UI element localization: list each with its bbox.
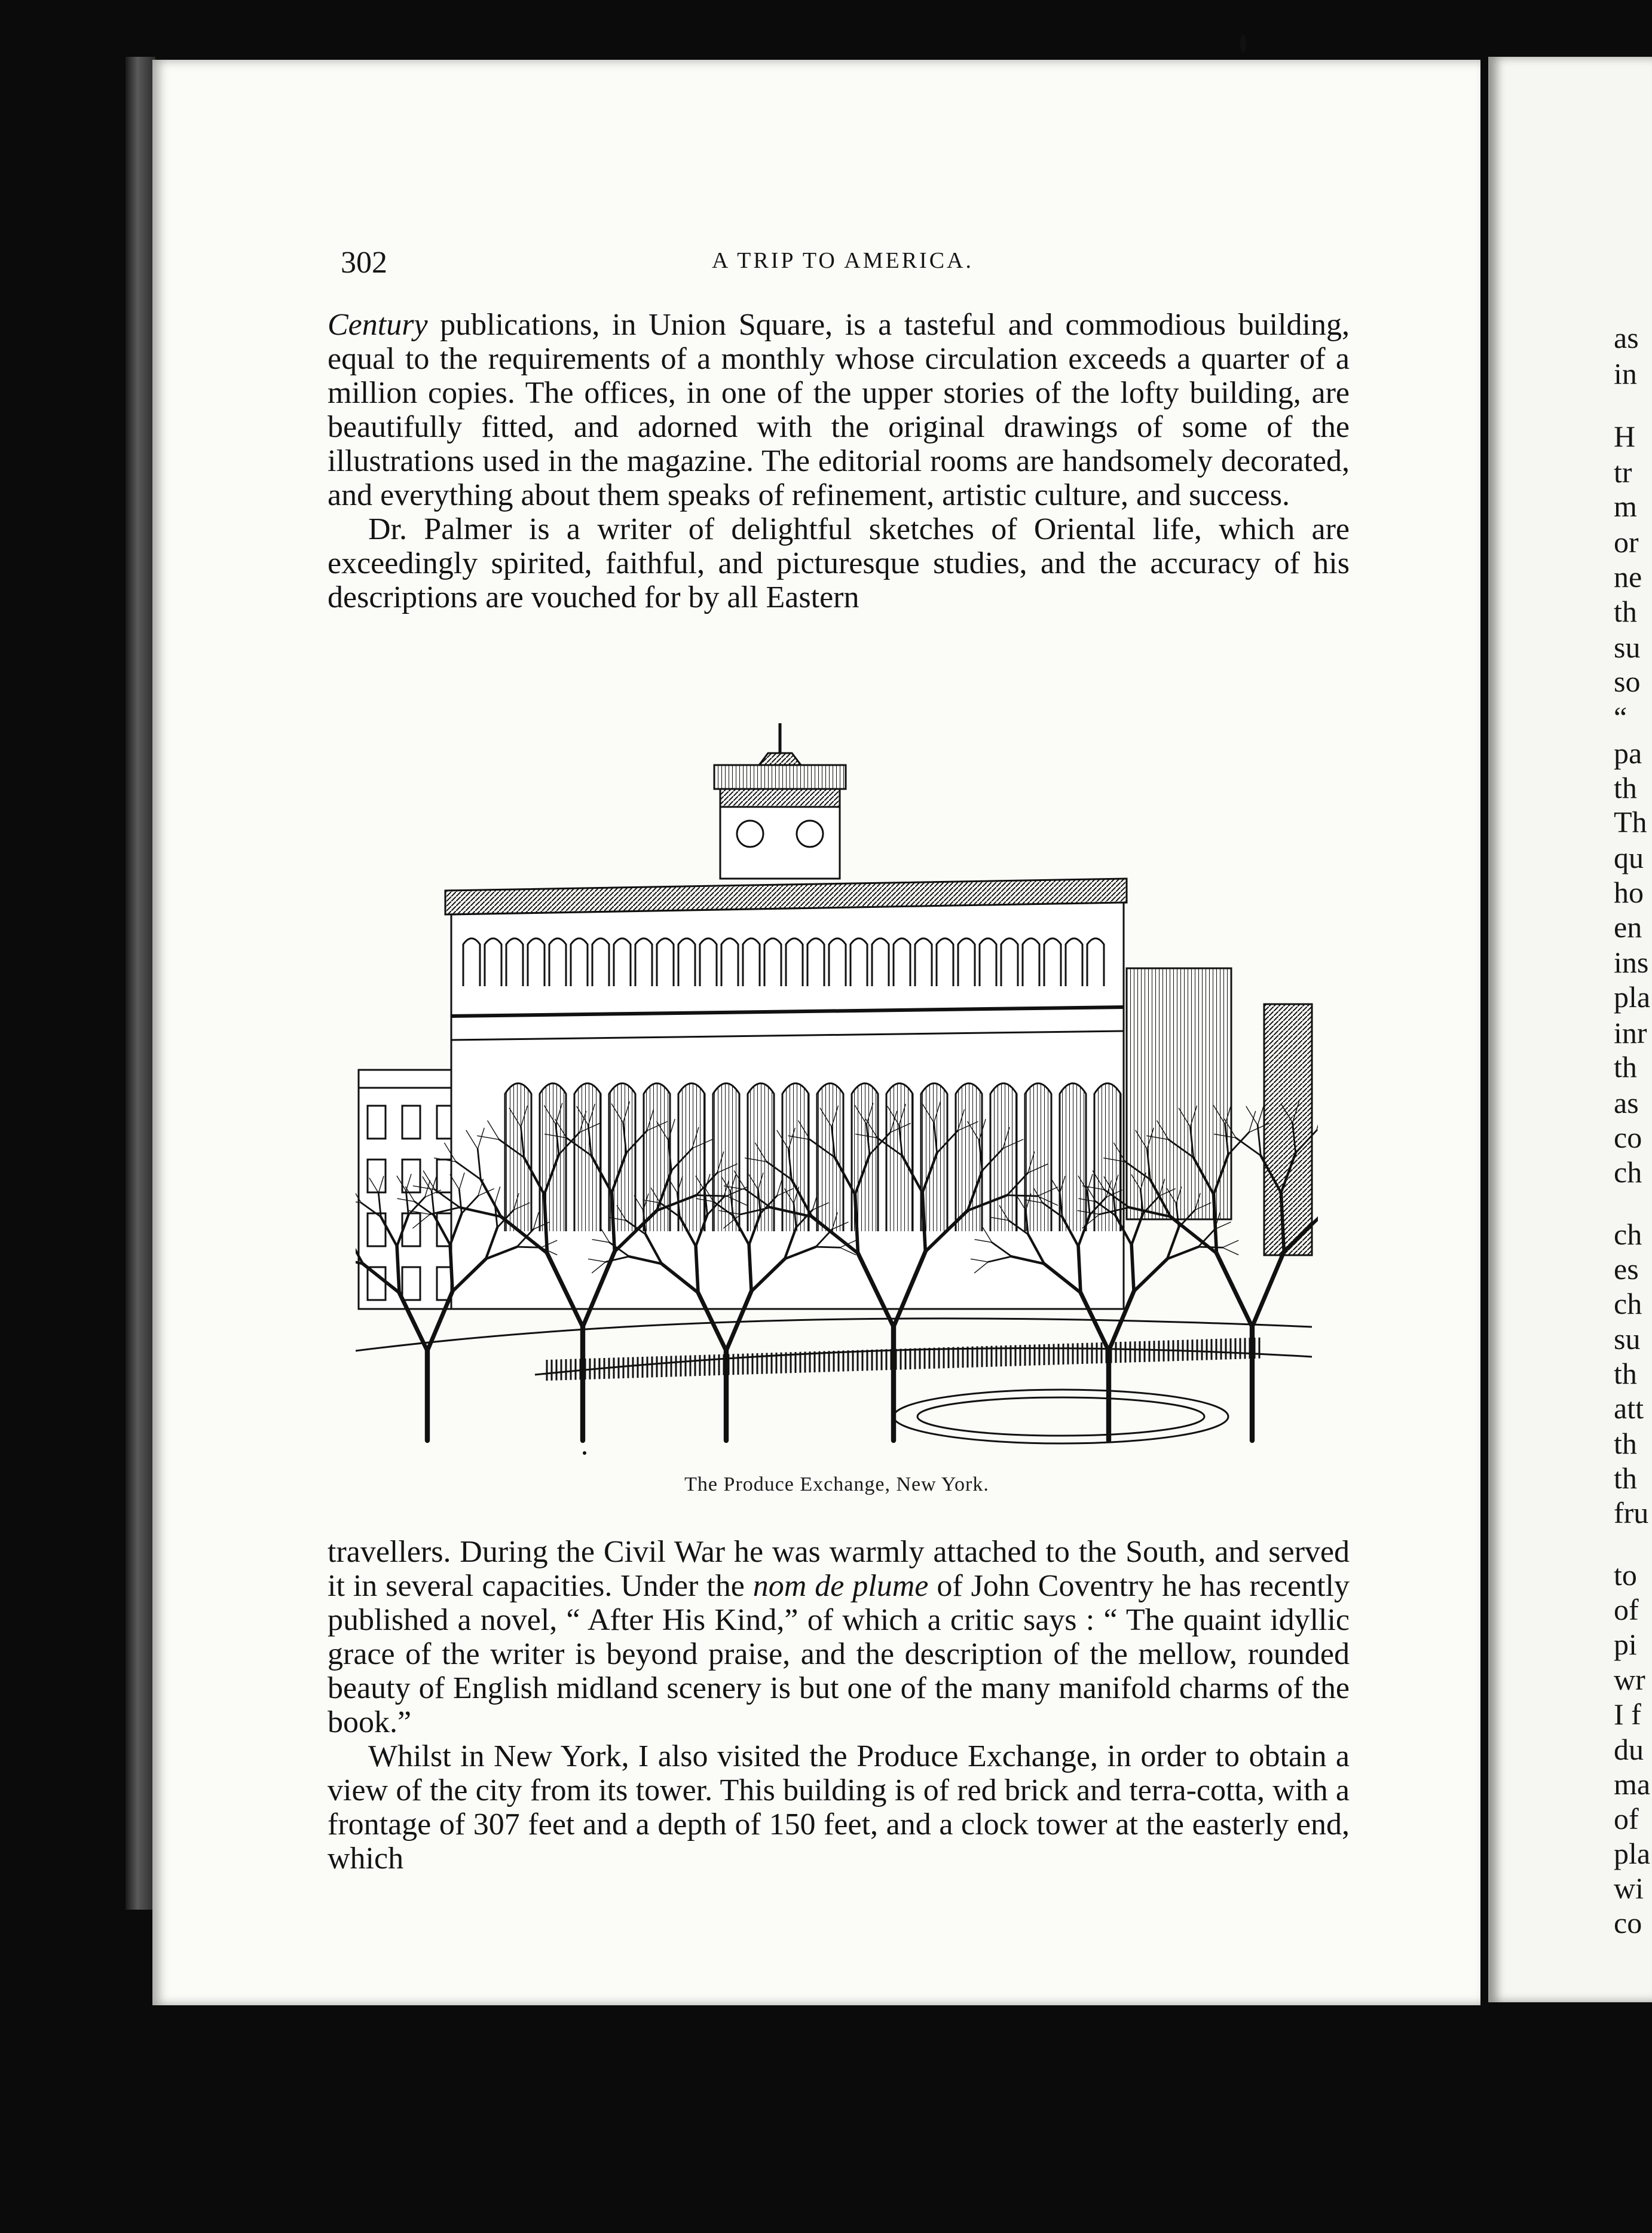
facing-page-fragment: pi xyxy=(1614,1628,1637,1661)
facing-page-fragment: th xyxy=(1614,771,1637,805)
facing-page-fragment: qu xyxy=(1614,841,1644,874)
scan-speck xyxy=(1240,35,1246,53)
facing-page-fragment: of xyxy=(1614,1802,1639,1836)
facing-page-fragment: fru xyxy=(1614,1496,1649,1530)
produce-exchange-illustration xyxy=(356,705,1318,1446)
facing-page-fragment: th xyxy=(1614,1461,1637,1495)
facing-page-fragment: wi xyxy=(1614,1871,1644,1905)
facing-page-fragment: pla xyxy=(1614,980,1651,1014)
facing-page-fragment: co xyxy=(1614,1121,1642,1154)
page-number: 302 xyxy=(341,246,387,280)
paragraph-travellers xyxy=(328,1535,1350,1739)
figure-caption: The Produce Exchange, New York. xyxy=(684,1473,989,1495)
facing-page-fragment: H xyxy=(1614,420,1636,453)
facing-page-fragment: of xyxy=(1614,1593,1639,1626)
facing-page-fragment: ch xyxy=(1614,1287,1642,1320)
facing-page-fragment: co xyxy=(1614,1906,1642,1940)
paragraph-produce-exchange: Whilst in New York, I also visited the Produce Exchange, in order to obtain a view of the city from its tower. This building is of red brick and terra-cotta, with a frontage of 307 feet and a depth of 150 feet, and a clock tower at the easterly end, which xyxy=(328,1739,1350,1876)
paragraph-palmer: Dr. Palmer is a writer of delightful sketches of Oriental life, which are exceedingly spirited, faithful, and picturesque studies, and the accuracy of his descriptions are vouched for by all Eastern xyxy=(328,512,1350,614)
facing-page-fragment: inr xyxy=(1614,1016,1647,1050)
scan-speck xyxy=(583,1451,586,1455)
italic-nom-de-plume: nom de plume xyxy=(752,1569,929,1603)
paragraph-text: publications, in Union Square, is a tasteful and commodious building, equal to the requirements of a monthly whose circulation exceeds a quarter of a million copies. The offices, in one of the upper stories of the lofty building, are beautifully fitted, and adorned with the original drawings of some of the illustrations used in the magazine. The editorial rooms are handsomely decorated, and everything about them speaks of refinement, artistic culture, and success. xyxy=(328,308,1350,512)
facing-page-fragment: wr xyxy=(1614,1663,1645,1696)
book-spine-edge xyxy=(126,57,155,1910)
facing-page-fragment: en xyxy=(1614,910,1642,944)
bottom-text xyxy=(328,1535,1350,1876)
facing-page-fragment: es xyxy=(1614,1252,1639,1286)
italic-lead: Century xyxy=(328,308,428,342)
running-title: A TRIP TO AMERICA. xyxy=(711,248,974,273)
street-and-fence xyxy=(356,1319,1312,1443)
facing-page-fragment: th xyxy=(1614,1357,1637,1390)
facing-page-fragment: th xyxy=(1614,1050,1637,1084)
facing-page-fragment: du xyxy=(1614,1733,1644,1766)
facing-page-fragment: ch xyxy=(1614,1155,1642,1189)
facing-page-fragment: I f xyxy=(1614,1697,1641,1731)
text-part: of John Coventry he has recently published a novel, “ After His Kind,” of which a critic says : “ The quaint idyllic grace of the writer is beyond praise, and the description of the mellow, rounded beauty of English midland scenery is but one of the many manifold charms of the book.” xyxy=(328,1569,1350,1739)
facing-page-fragment: m xyxy=(1614,490,1637,523)
paragraph-century xyxy=(328,308,1350,512)
facing-page-fragment: ho xyxy=(1614,876,1644,909)
facing-page-fragment: Th xyxy=(1614,805,1647,839)
facing-page-fragment: ch xyxy=(1614,1218,1642,1251)
running-head xyxy=(335,245,1351,287)
text-part: travellers. During the Civil War he was warmly attached to the South, and served it in several capacities. Under the xyxy=(328,1535,1350,1603)
top-text xyxy=(328,308,1350,614)
facing-page-fragment: tr xyxy=(1614,455,1632,489)
facing-page-fragment: su xyxy=(1614,1322,1641,1356)
facing-page-fragment: th xyxy=(1614,1427,1637,1460)
facing-page-fragment: ins xyxy=(1614,946,1649,979)
facing-page-fragment: or xyxy=(1614,525,1639,559)
facing-page-fragment: pa xyxy=(1614,736,1642,770)
facing-page-fragment: pla xyxy=(1614,1837,1651,1870)
facing-page-fragment: so xyxy=(1614,665,1641,698)
facing-page-fragment: ma xyxy=(1614,1767,1651,1801)
facing-page-fragment: in xyxy=(1614,357,1637,390)
facing-page-fragment: to xyxy=(1614,1558,1637,1592)
facing-page-fragment: att xyxy=(1614,1391,1644,1425)
facing-page-fragment: ne xyxy=(1614,560,1642,594)
building-tower xyxy=(714,723,846,879)
facing-page-fragment: th xyxy=(1614,595,1637,628)
facing-page-fragment: as xyxy=(1614,321,1639,354)
facing-page-fragment: as xyxy=(1614,1086,1639,1119)
facing-page-fragment: su xyxy=(1614,631,1641,664)
facing-page-fragment: “ xyxy=(1614,701,1627,734)
